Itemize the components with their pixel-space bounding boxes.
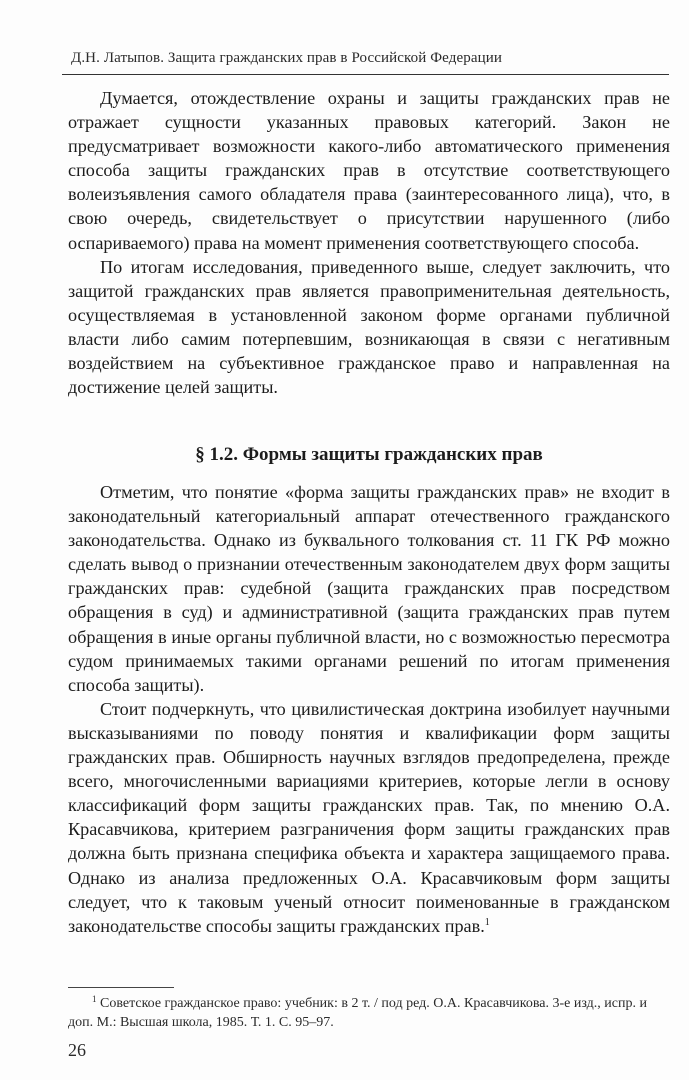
paragraph: Отметим, что понятие «форма защиты гражданских прав» не входит в законодательный категориальный аппарат отечественного гражданского законодательства. Однако из буквального толкования ст. 11 ГК РФ можно сделать вывод о признании отечественным законодателем двух форм защиты гражданских прав: судебной (защита гражданских прав посредством обращения в суд) и административной (защита гражданских прав путем обращения в иные органы публичной власти, но с возможностью пересмотра судом принимаемых такими органами решений по итогам применения способа защиты).	[68, 482, 670, 695]
paragraph: Думается, отождествление охраны и защиты гражданских прав не отражает сущности указанных правовых категорий. Закон не предусматривает возможности какого-либо автоматического применения способа защиты гражданских прав в отсутствие соответствующего волеизъявления самого обладателя права (заинтересованного лица), что, в свою очередь, свидетельствует о присутствии нарушенного (либо оспариваемого) права на момент применения соответствующего способа.	[68, 88, 670, 253]
footnote-text: Советское гражданское право: учебник: в 2 т. / под ред. О.А. Красавчикова. 3-е изд., испр. и доп. М.: Высшая школа, 1985. Т. 1. С. 95–97.	[68, 996, 647, 1030]
header-rule	[62, 74, 669, 75]
page-number: 26	[68, 1040, 86, 1060]
footnote-marker: 1	[92, 994, 97, 1004]
section-heading: § 1.2. Формы защиты гражданских прав	[195, 444, 543, 465]
text-block-after-section	[68, 480, 670, 938]
paragraph	[68, 697, 670, 938]
footnote-reference: 1	[484, 916, 490, 928]
running-header: Д.Н. Латыпов. Защита гражданских прав в Российской Федерации	[71, 50, 502, 66]
footnote	[68, 994, 670, 1032]
text-block-before-section	[68, 86, 670, 399]
paragraph: По итогам исследования, приведенного выше, следует заключить, что защитой гражданских прав является правоприменительная деятельность, осуществляемая в установленной законом форме органами публичной власти либо самим потерпевшим, возникающая в связи с негативным воздействием на субъективное гражданское право и направленная на достижение целей защиты.	[68, 256, 670, 398]
footnote-separator	[68, 987, 174, 988]
paragraph-text: Стоит подчеркнуть, что цивилистическая доктрина изобилует научными высказываниями по поводу понятия и квалификации форм защиты гражданских прав. Обширность научных взглядов предопределена, прежде всего, многочисленными вариациями критериев, которые легли в основу классификаций форм защиты гражданских прав. Так, по мнению О.А. Красавчикова, критерием разграничения форм защиты гражданских прав должна быть признана специфика объекта и характера защищаемого права. Однако из анализа предложенных О.А. Красавчиковым форм защиты следует, что к таковым ученый относит поименованные в гражданском законодательстве способы защиты гражданских прав.	[68, 698, 670, 936]
